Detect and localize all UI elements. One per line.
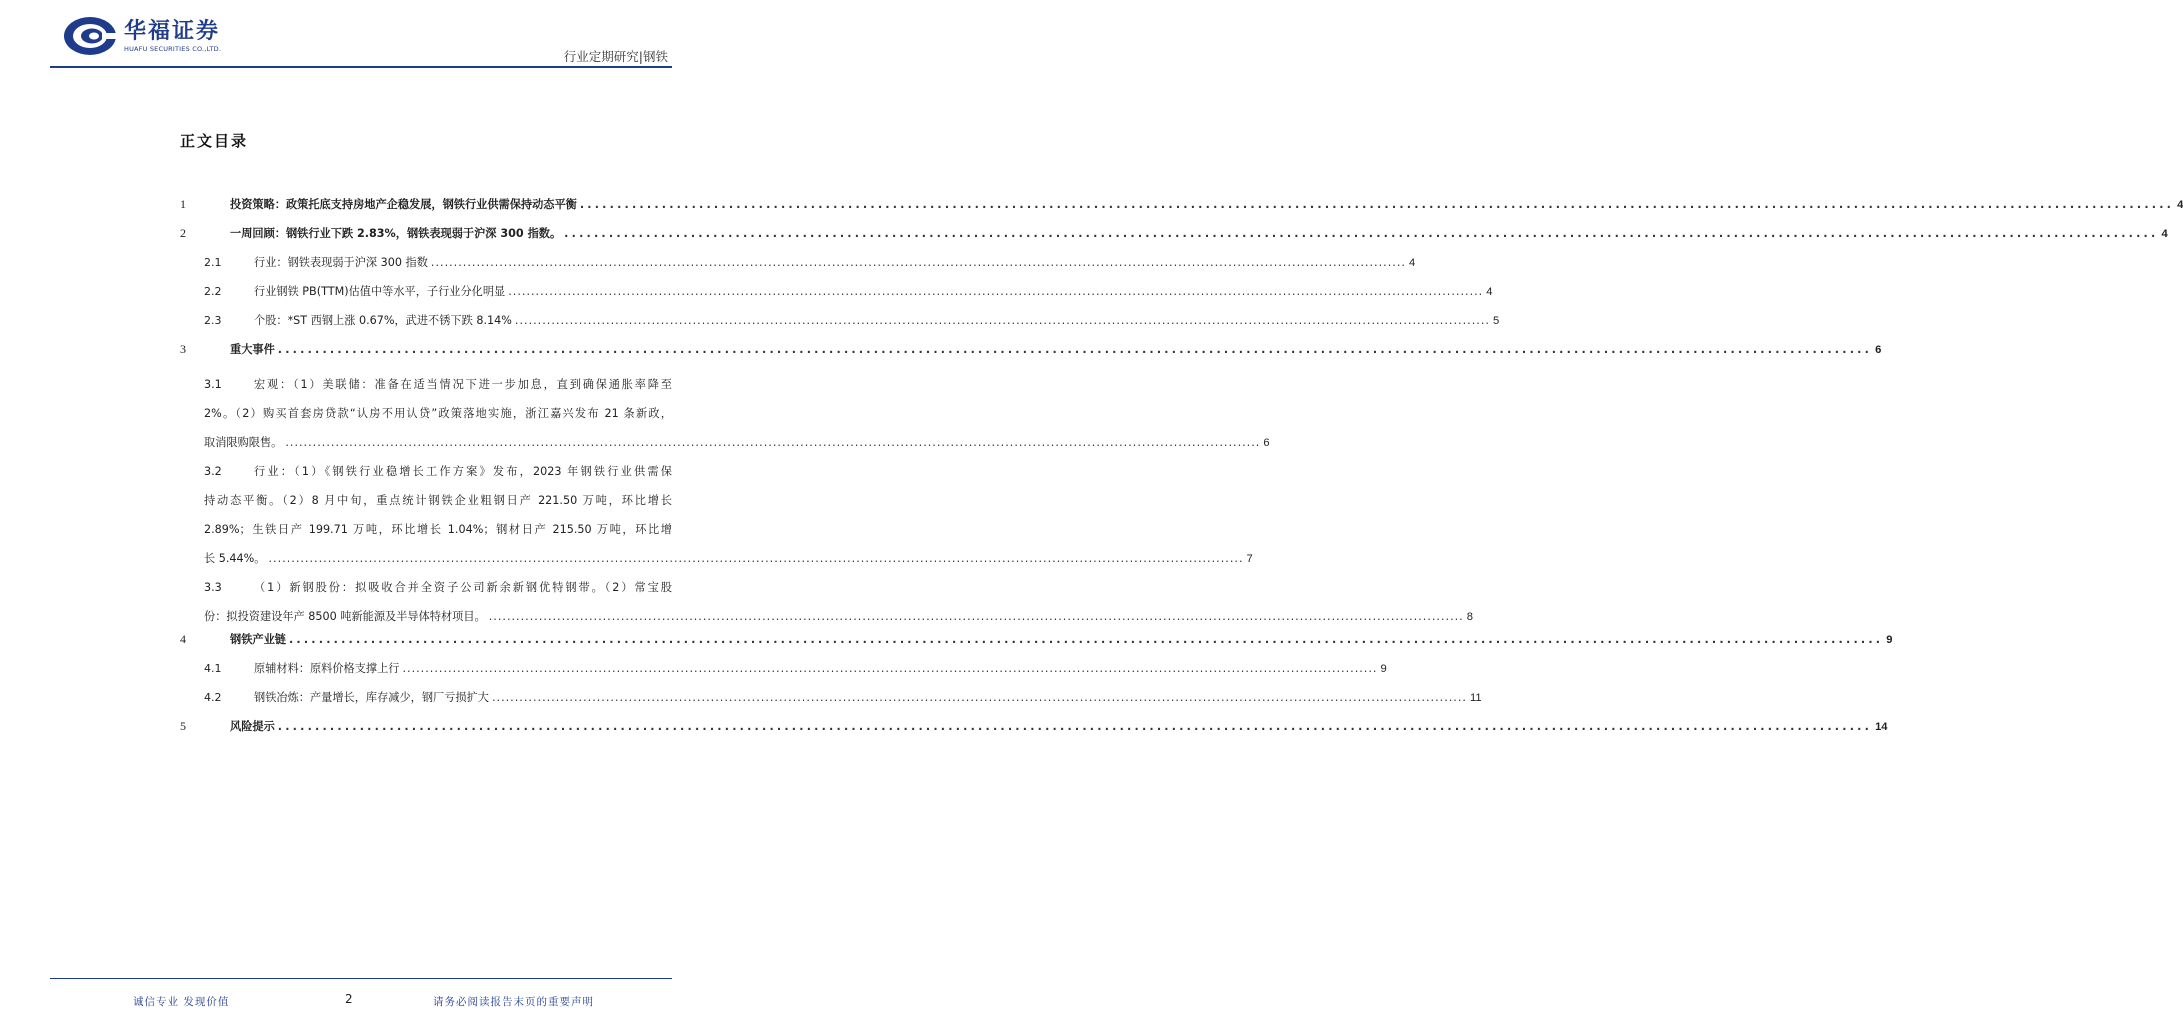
toc-entry[interactable] xyxy=(180,312,1500,341)
toc-entry-text: 宏观：（1）美联储：准备在适当情况下进一步加息，直到确保通胀率降至 xyxy=(254,378,672,391)
toc-entry-page: 6 xyxy=(1875,344,1882,356)
toc-entry-number: 4.2 xyxy=(204,691,222,704)
toc-entry-page: 11 xyxy=(1469,692,1482,704)
company-logo xyxy=(62,14,221,58)
toc-entry-number: 2.1 xyxy=(204,256,222,269)
toc-leader xyxy=(577,198,2177,211)
toc-leader xyxy=(282,428,1263,457)
toc-leader xyxy=(512,314,1493,327)
toc-entry[interactable] xyxy=(180,689,1482,718)
toc-entry[interactable] xyxy=(180,457,1253,573)
toc-entry-page: 4 xyxy=(2161,228,2168,240)
toc-entry-text: 投资策略：政策托底支持房地产企稳发展，钢铁行业供需保持动态平衡 xyxy=(230,198,577,211)
toc-entry[interactable] xyxy=(180,225,2168,254)
toc-entry-page: 9 xyxy=(1380,663,1387,675)
toc-entry-page: 4 xyxy=(2177,199,2183,211)
toc-leader xyxy=(399,662,1380,675)
toc-entry-page: 9 xyxy=(1886,634,1893,646)
toc-entry-page: 8 xyxy=(1466,611,1473,623)
toc-entry[interactable] xyxy=(180,196,2183,225)
toc-leader xyxy=(561,227,2161,240)
toc-entry-number: 3.3 xyxy=(204,581,222,594)
toc-entry-text: 持动态平衡。（2）8 月中旬，重点统计钢铁企业粗钢日产 221.50 万吨，环比增长 xyxy=(204,494,672,507)
table-of-contents xyxy=(180,196,2183,747)
toc-entry[interactable] xyxy=(180,341,1882,370)
toc-entry-text: 2%。（2）购买首套房贷款“认房不用认贷”政策落地实施，浙江嘉兴发布 21 条新政， xyxy=(204,407,672,420)
toc-entry-number: 4.1 xyxy=(204,662,222,675)
toc-entry-text: 取消限购限售。 xyxy=(204,436,283,449)
toc-entry-page: 5 xyxy=(1492,315,1500,327)
toc-entry-text: 风险提示 xyxy=(230,720,275,733)
toc-entry[interactable] xyxy=(180,573,1473,631)
toc-entry-number: 2 xyxy=(180,226,186,240)
toc-entry[interactable] xyxy=(180,660,1387,689)
toc-leader xyxy=(275,343,1875,356)
toc-entry[interactable] xyxy=(180,283,1493,312)
toc-leader xyxy=(265,544,1246,573)
toc-entry-number: 3 xyxy=(180,342,186,356)
toc-entry-number: 5 xyxy=(180,719,186,733)
toc-entry-text: 钢铁产业链 xyxy=(230,633,286,646)
toc-entry[interactable] xyxy=(180,631,1893,660)
toc-entry-number: 4 xyxy=(180,632,186,646)
page-number: 2 xyxy=(345,992,353,1006)
toc-entry[interactable] xyxy=(180,370,1270,457)
toc-leader xyxy=(486,602,1467,631)
footer-divider xyxy=(50,978,672,979)
toc-entry[interactable] xyxy=(180,718,1888,747)
toc-leader xyxy=(505,285,1486,298)
toc-entry-page: 14 xyxy=(1875,721,1888,733)
toc-entry-text: 2.89%；生铁日产 199.71 万吨，环比增长 1.04%；钢材日产 215.50 万吨，环比增 xyxy=(204,523,672,536)
toc-entry-number: 1 xyxy=(180,197,186,211)
toc-entry-number: 3.1 xyxy=(204,378,222,391)
toc-leader xyxy=(489,691,1470,704)
toc-entry-text: 份：拟投资建设年产 8500 吨新能源及半导体特材项目。 xyxy=(204,610,486,623)
logo-en-text: HUAFU SECURITIES CO.,LTD. xyxy=(124,44,222,53)
header-divider xyxy=(50,66,672,68)
toc-entry-text: 重大事件 xyxy=(230,343,275,356)
huafu-logo-icon xyxy=(62,14,118,58)
toc-entry-text: 一周回顾：钢铁行业下跌 2.83%，钢铁表现弱于沪深 300 指数。 xyxy=(230,227,562,240)
toc-entry-text: 钢铁冶炼：产量增长，库存减少，钢厂亏损扩大 xyxy=(254,691,489,704)
toc-entry-page: 4 xyxy=(1486,286,1493,298)
toc-entry-text: 行业：钢铁表现弱于沪深 300 指数 xyxy=(254,256,428,269)
toc-entry-text: 原辅材料：原料价格支撑上行 xyxy=(254,662,400,675)
toc-entry-text: 个股：*ST 西钢上涨 0.67%，武进不锈下跌 8.14% xyxy=(254,314,512,327)
toc-entry-text: 行业：（1）《钢铁行业稳增长工作方案》发布，2023 年钢铁行业供需保 xyxy=(254,465,672,478)
toc-entry-text: （1）新钢股份：拟吸收合并全资子公司新余新钢优特钢带。（2）常宝股 xyxy=(254,581,672,594)
toc-entry-number: 3.2 xyxy=(204,465,222,478)
toc-title: 正文目录 xyxy=(180,132,249,150)
toc-entry-number: 2.3 xyxy=(204,314,222,327)
toc-entry[interactable] xyxy=(180,254,1416,283)
toc-leader xyxy=(428,256,1409,269)
footer-slogan: 诚信专业 发现价值 xyxy=(133,996,230,1008)
toc-entry-page: 6 xyxy=(1263,437,1270,449)
footer-disclaimer: 请务必阅读报告末页的重要声明 xyxy=(433,996,594,1008)
report-category: 行业定期研究|钢铁 xyxy=(563,49,668,64)
toc-entry-text: 长 5.44%。 xyxy=(204,552,266,565)
toc-entry-text: 行业钢铁 PB(TTM)估值中等水平，子行业分化明显 xyxy=(254,285,506,298)
toc-leader xyxy=(286,633,1886,646)
toc-entry-page: 7 xyxy=(1246,553,1253,565)
toc-entry-page: 4 xyxy=(1408,257,1416,269)
toc-entry-number: 2.2 xyxy=(204,285,222,298)
logo-cn-text: 华福证券 xyxy=(124,18,221,44)
toc-leader xyxy=(275,720,1875,733)
